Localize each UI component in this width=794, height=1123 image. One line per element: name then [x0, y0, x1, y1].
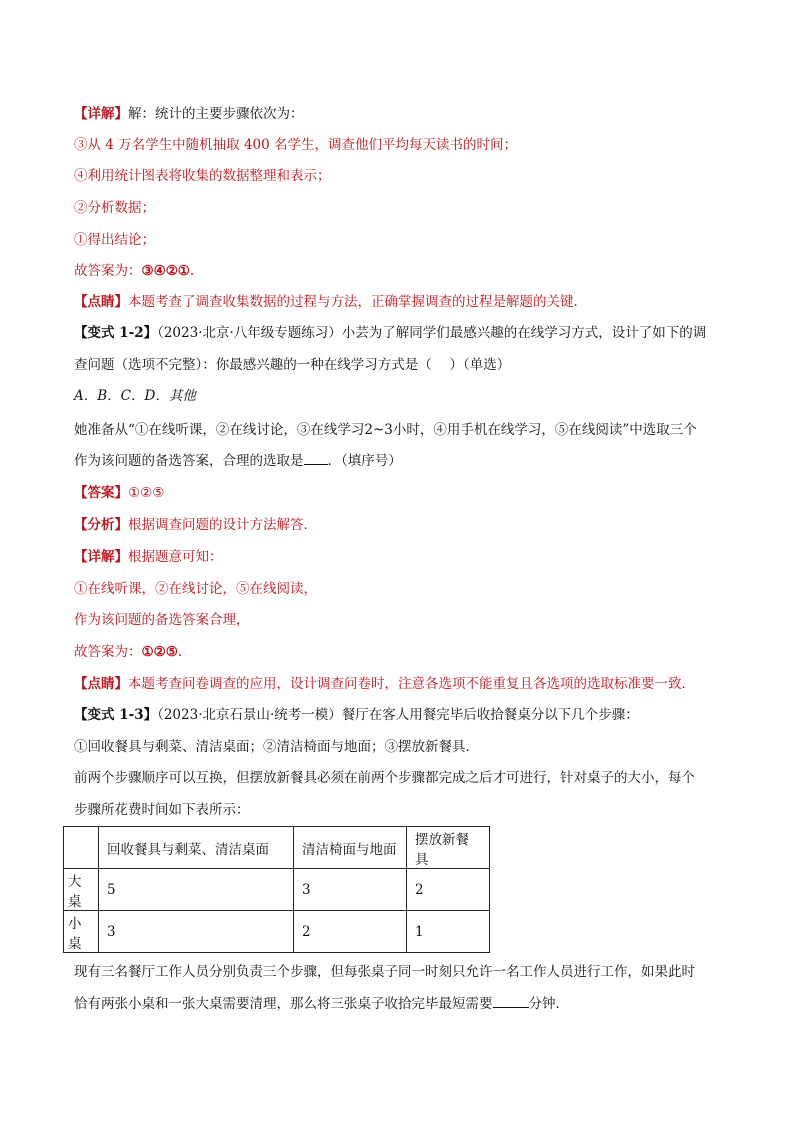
table-header-cell — [64, 827, 99, 869]
table-row — [64, 869, 490, 911]
q2-detail-line-1: ①在线听课，②在线讨论，⑤在线阅读， — [74, 581, 317, 597]
prep-text-b: ．（填序号） — [327, 453, 402, 469]
q1-answer-line — [74, 261, 194, 281]
answer-tag: 【答案】 — [74, 485, 128, 501]
q1-step-2: ②分析数据； — [74, 200, 155, 216]
detail-text: 解：统计的主要步骤依次为： — [128, 106, 304, 122]
q2-answer-line — [74, 483, 164, 503]
q2-title-line — [74, 323, 706, 343]
comment-text: 本题考查了调查收集数据的过程与方法，正确掌握调查的过程是解题的关键． — [128, 294, 587, 310]
variant-title: （2023·北京石景山·统考一模）餐厅在客人用餐完毕后收拾餐桌分以下几个步骤： — [157, 707, 639, 723]
table-header-cell: 回收餐具与剩菜、清洁桌面 — [99, 827, 294, 869]
table-cell: 3 — [99, 911, 294, 953]
question-text-b: 分钟． — [528, 996, 569, 1012]
answer-suffix: . — [189, 263, 195, 279]
table-header-cell: 清洁椅面与地面 — [294, 827, 407, 869]
answer-prefix: 故答案为： — [74, 263, 142, 279]
comment-tag: 【点睛】 — [74, 676, 128, 692]
q1-step-4: ④利用统计图表将收集的数据整理和表示； — [74, 168, 331, 184]
q2-comment-line — [74, 674, 695, 694]
detail-text: 根据题意可知： — [128, 549, 223, 565]
answer-blank — [304, 452, 328, 465]
q2-options: A．B．C．D．其他 — [74, 388, 196, 404]
final-prefix: 故答案为： — [74, 644, 142, 660]
q1-step-3: ③从 4 万名学生中随机抽取 400 名学生，调查他们平均每天读书的时间； — [74, 137, 518, 153]
q2-analysis-line — [74, 515, 317, 535]
table-cell: 5 — [99, 869, 294, 911]
table-cell: 2 — [407, 869, 490, 911]
answer-text: ①②⑤ — [128, 485, 165, 501]
q2-prep-line-2 — [74, 451, 402, 471]
table-cell: 3 — [294, 869, 407, 911]
variant-tag: 【变式 1-2】 — [74, 325, 158, 341]
q2-detail-line-2: 作为该问题的备选答案合理， — [74, 612, 250, 628]
table-cell: 大桌 — [64, 869, 99, 911]
q3-para-line-2: 步骤所花费时间如下表所示： — [74, 802, 250, 818]
q1-step-1: ①得出结论； — [74, 232, 155, 248]
table-header-cell: 摆放新餐具 — [407, 827, 490, 869]
table-cell: 1 — [407, 911, 490, 953]
table-row — [64, 911, 490, 953]
q2-detail-line — [74, 547, 223, 567]
table-cell: 2 — [294, 911, 407, 953]
q2-prep-line-1: 她准备从“①在线听课，②在线讨论，③在线学习2~3小时，④用手机在线学习，⑤在线阅读”中选取三个 — [74, 422, 697, 438]
q3-steps-line: ①回收餐具与剩菜、清洁桌面；②清洁椅面与地面；③摆放新餐具． — [74, 739, 479, 755]
detail-tag: 【详解】 — [74, 106, 128, 122]
detail-tag: 【详解】 — [74, 549, 128, 565]
comment-tag: 【点睛】 — [74, 294, 128, 310]
q1-comment-line — [74, 292, 587, 312]
analysis-tag: 【分析】 — [74, 517, 128, 533]
variant-title: （2023·北京·八年级专题练习）小芸为了解同学们最感兴趣的在线学习方式，设计了如下的调 — [157, 325, 707, 341]
table-cell: 小桌 — [64, 911, 99, 953]
final-suffix: . — [177, 644, 183, 660]
analysis-text: 根据调查问题的设计方法解答． — [128, 517, 317, 533]
q3-question-line-1: 现有三名餐厅工作人员分别负责三个步骤，但每张桌子同一时刻只允许一名工作人员进行工作，如果此时 — [74, 964, 695, 980]
prep-text-a: 作为该问题的备选答案，合理的选取是 — [74, 453, 304, 469]
q3-question-line-2 — [74, 994, 569, 1014]
question-text-a: 恰有两张小桌和一张大桌需要清理，那么将三张桌子收拾完毕最短需要 — [74, 996, 493, 1012]
q3-title-line — [74, 705, 639, 725]
comment-text: 本题考查问卷调查的应用，设计调查问卷时，注意各选项不能重复且各选项的选取标准要一致． — [128, 676, 695, 692]
table-header-row — [64, 827, 490, 869]
q2-title-line-2: 查问题（选项不完整）：你最感兴趣的一种在线学习方式是（ ）（单选） — [74, 357, 511, 373]
q1-detail-line — [74, 104, 304, 124]
q3-para-line-1: 前两个步骤顺序可以互换，但摆放新餐具必须在前两个步骤都完成之后才可进行，针对桌子的大小，每个 — [74, 770, 695, 786]
answer-blank — [493, 995, 529, 1008]
final-value: ①②⑤ — [141, 644, 178, 660]
q2-final-answer-line — [74, 642, 182, 662]
time-table — [63, 826, 490, 953]
answer-value: ③④②① — [141, 263, 190, 279]
variant-tag: 【变式 1-3】 — [74, 707, 158, 723]
